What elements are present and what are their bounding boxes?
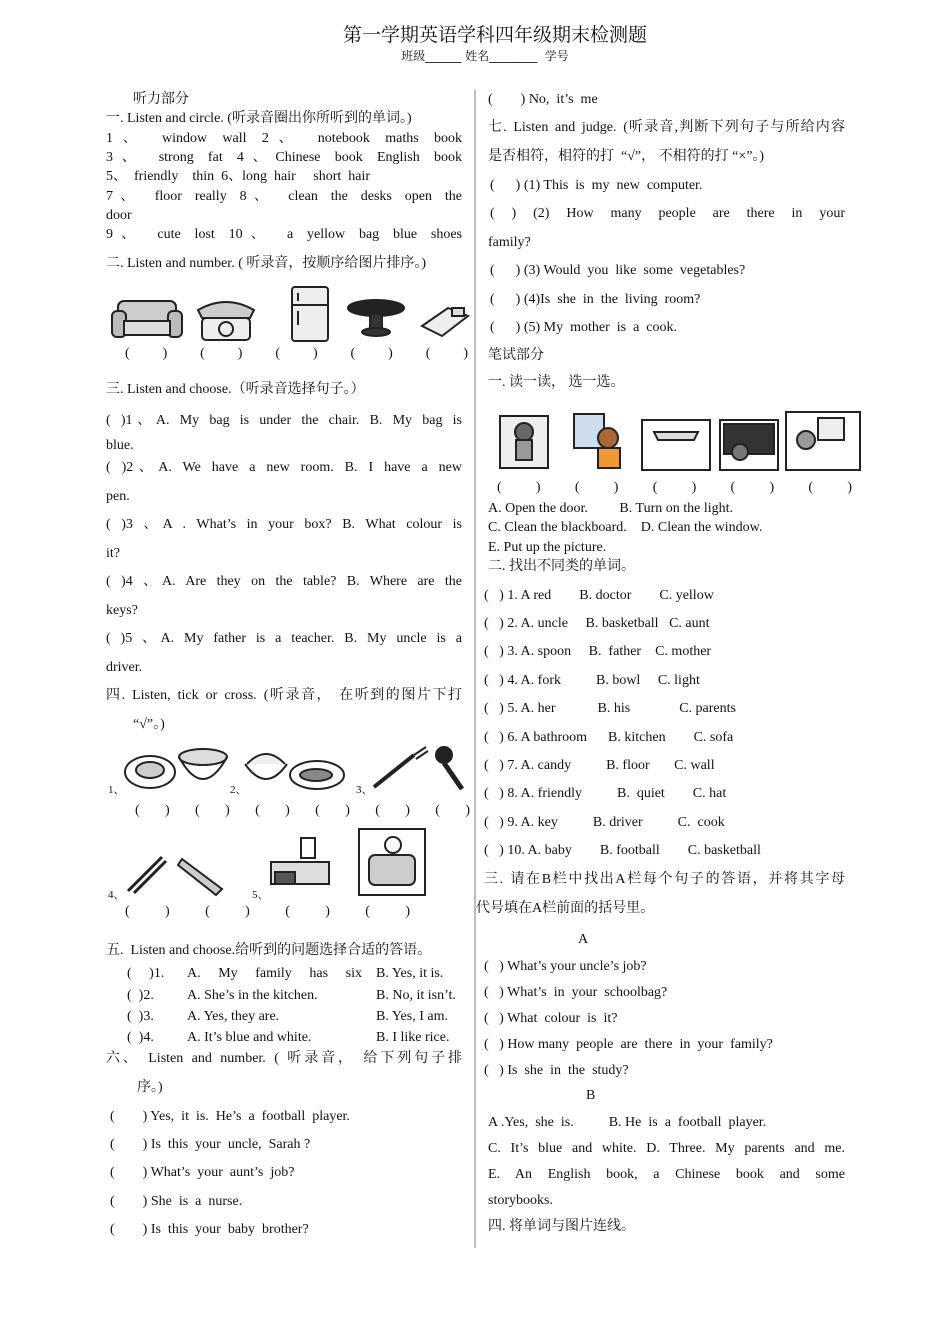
text-line: A .Yes, she is. B. He is a football player. — [488, 1115, 767, 1130]
text-line: A — [578, 932, 589, 947]
section-heading: 五. Listen and choose.给听到的问题选择合适的答语。 — [106, 943, 432, 958]
option-b: B. Yes, I am. — [376, 1009, 448, 1024]
section-heading: 三. Listen and choose.（听录音选择句子。） — [106, 382, 365, 397]
student-info-fields: 班级______ 姓名________ 学号 — [401, 49, 569, 63]
text-line: ( ) Is this your baby brother? — [110, 1222, 309, 1237]
food-plate-picture — [122, 750, 177, 792]
option-a: A. Yes, they are. — [187, 1009, 280, 1024]
text-line: 7、 floor really 8、 clean the desks open the — [106, 189, 462, 204]
text-line: A. Open the door. B. Turn on the light. — [488, 501, 734, 516]
section-heading: 一. Listen and circle. (听录音圈出你所听到的单词。) — [106, 111, 412, 126]
question-number: ( )2. — [127, 988, 154, 1003]
section-heading: 二. 找出不同类的单词。 — [488, 559, 635, 574]
option-b: B. No, it isn’t. — [376, 988, 456, 1003]
option-a: A. My family has six — [187, 966, 362, 981]
option-a: A. She’s in the kitchen. — [187, 988, 318, 1003]
telephone-picture — [190, 296, 262, 344]
text-line: C. It’s blue and white. D. Three. My parents and me. — [488, 1141, 845, 1156]
text-line: 是否相符，相符的打 “√”， 不相符的打 “×”。) — [488, 149, 765, 164]
fish-plate-picture — [288, 755, 346, 795]
text-line: keys? — [106, 603, 138, 618]
column-divider — [474, 90, 476, 1248]
option-b: B. I like rice. — [376, 1030, 450, 1045]
picture-label: 4、 — [108, 889, 125, 901]
option-b: B. Yes, it is. — [376, 966, 444, 981]
text-line: “√”。) — [133, 717, 165, 732]
picture-label: 1、 — [108, 784, 125, 796]
text-line: driver. — [106, 660, 143, 675]
text-line: blue. — [106, 438, 134, 453]
text-line: ( ) ( ) ( ) ( ) ( ) — [497, 480, 852, 495]
odd-one-out-item: ( ) 3. A. spoon B. father C. mother — [484, 644, 712, 659]
text-line: ( ) (2) How many people are there in your — [490, 206, 845, 221]
keys-picture — [432, 745, 474, 795]
text-line: 代号填在A栏前面的括号里。 — [476, 901, 655, 916]
sofa-picture — [110, 295, 184, 343]
text-line: ( ) Is she in the study? — [484, 1063, 629, 1078]
text-line: ( ) What colour is it? — [484, 1011, 618, 1026]
text-line: ( )2、A. We have a new room. B. I have a new — [106, 460, 462, 475]
odd-one-out-item: ( ) 5. A. her B. his C. parents — [484, 701, 736, 716]
text-line: ( ) (1) This is my new computer. — [490, 178, 703, 193]
text-line: ( ) ( ) ( ) ( ) ( ) — [125, 346, 468, 361]
text-line: ( ) What’s your uncle’s job? — [484, 959, 647, 974]
section-heading: 二. Listen and number. ( 听录音，按顺序给图片排序。) — [106, 256, 427, 271]
text-line: 1、 window wall 2、 notebook maths book — [106, 131, 462, 146]
girl-door-picture — [494, 412, 554, 470]
odd-one-out-item: ( ) 9. A. key B. driver C. cook — [484, 815, 725, 830]
table-picture — [346, 298, 406, 338]
text-line: ( ) ( ) ( ) ( ) ( ) ( ) — [135, 803, 470, 818]
text-line: ( ) What’s your aunt’s job? — [110, 1165, 295, 1180]
text-line: ( ) (4)Is she in the living room? — [490, 292, 701, 307]
fork-picture — [370, 745, 430, 790]
odd-one-out-item: ( ) 4. A. fork B. bowl C. light — [484, 673, 700, 688]
text-line: ( ) What’s in your schoolbag? — [484, 985, 668, 1000]
option-a: A. It’s blue and white. — [187, 1030, 312, 1045]
text-line: ( ) (5) My mother is a cook. — [490, 320, 678, 335]
bed-picture — [418, 300, 470, 340]
text-line: ( )3 、A . What’s in your box? B. What colour is — [106, 517, 462, 532]
text-line: ( ) No, it’s me — [488, 92, 598, 107]
text-line: 9、 cute lost 10、 a yellow bag blue shoes — [106, 227, 462, 242]
text-line: 3、 strong fat 4、Chinese book English book — [106, 150, 462, 165]
question-number: ( )4. — [127, 1030, 154, 1045]
section-heading: 六、 Listen and number. ( 听录音， 给下列句子排 — [106, 1051, 462, 1066]
section-heading: 四. 将单词与图片连线。 — [488, 1219, 635, 1234]
noodle-bowl-picture — [176, 745, 231, 793]
odd-one-out-item: ( ) 8. A. friendly B. quiet C. hat — [484, 786, 727, 801]
fridge-picture — [288, 285, 334, 343]
text-line: ( ) Is this your uncle, Sarah ? — [110, 1137, 311, 1152]
section-heading: 七. Listen and judge. (听录音,判断下列句子与所给内容 — [488, 120, 845, 135]
text-line: 序。) — [137, 1080, 163, 1095]
text-line: pen. — [106, 489, 130, 504]
text-line: family? — [488, 235, 531, 250]
text-line: ( )1、A. My bag is under the chair. B. My bag is — [106, 413, 462, 428]
section-heading: 四. Listen, tick or cross. (听录音， 在听到的图片下打 — [106, 688, 462, 703]
text-line: ( ) How many people are there in your family? — [484, 1037, 773, 1052]
picture-hanging-picture — [784, 410, 862, 472]
text-line: door — [106, 208, 132, 223]
text-line: C. Clean the blackboard. D. Clean the window. — [488, 520, 763, 535]
question-number: ( )1. — [127, 966, 165, 981]
text-line: ( ) She is a nurse. — [110, 1194, 243, 1209]
section-heading: 笔试部分 — [488, 348, 544, 363]
text-line: ( ) (3) Would you like some vegetables? — [490, 263, 746, 278]
section-heading: 听力部分 — [133, 92, 189, 107]
odd-one-out-item: ( ) 7. A. candy B. floor C. wall — [484, 758, 715, 773]
bathroom-picture — [265, 832, 335, 892]
section-heading: 一. 读一读， 选一选。 — [488, 375, 625, 390]
chopsticks-knife-picture — [122, 845, 227, 900]
question-number: ( )3. — [127, 1009, 154, 1024]
text-line: E. An English book, a Chinese book and some — [488, 1167, 845, 1182]
boy-window-picture — [568, 410, 630, 472]
picture-label: 2、 — [230, 784, 247, 796]
picture-label: 3、 — [356, 784, 373, 796]
section-heading: 三. 请在B栏中找出A栏每个句子的答语，并将其字母 — [484, 872, 845, 887]
page-title: 第一学期英语学科四年级期末检测题 — [342, 24, 647, 46]
picture-label: 5、 — [252, 889, 269, 901]
odd-one-out-item: ( ) 2. A. uncle B. basketball C. aunt — [484, 616, 710, 631]
odd-one-out-item: ( ) 1. A red B. doctor C. yellow — [484, 588, 714, 603]
text-line: it? — [106, 546, 120, 561]
living-room-picture — [355, 825, 430, 900]
text-line: E. Put up the picture. — [488, 540, 607, 555]
text-line: ( ) Yes, it is. He’s a football player. — [110, 1109, 350, 1124]
text-line: B — [586, 1088, 596, 1103]
rice-bowl-picture — [243, 744, 289, 792]
odd-one-out-item: ( ) 10. A. baby B. football C. basketball — [484, 843, 761, 858]
text-line: ( ) ( ) ( ) ( ) — [125, 904, 410, 919]
text-line: 5、 friendly thin 6、long hair short hair — [106, 169, 371, 184]
odd-one-out-item: ( ) 6. A bathroom B. kitchen C. sofa — [484, 730, 734, 745]
light-picture — [640, 418, 712, 472]
text-line: ( )5 、A. My father is a teacher. B. My uncle is a — [106, 631, 462, 646]
blackboard-picture — [718, 418, 780, 472]
text-line: ( )4 、A. Are they on the table? B. Where are the — [106, 574, 462, 589]
text-line: storybooks. — [488, 1193, 553, 1208]
